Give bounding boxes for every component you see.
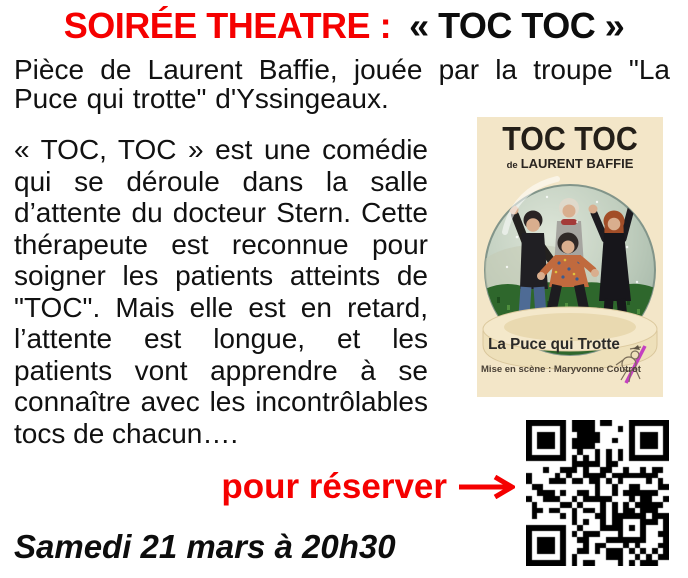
qr-code <box>526 420 669 566</box>
event-date: Samedi 21 mars à 20h30 <box>14 528 396 565</box>
poster-title: TOC TOC <box>502 120 638 157</box>
page-title-red: SOIRÉE THEATRE : <box>63 5 392 46</box>
poster-troupe-name: La Puce qui Trotte <box>488 336 620 353</box>
page-title <box>0 5 688 47</box>
page-title-black: « TOC TOC » <box>409 5 625 46</box>
reserve-label: pour réserver <box>221 467 447 506</box>
poster-direction-credit: Mise en scène : Maryvonne Coutrot <box>481 364 641 375</box>
intro-paragraph: Pièce de Laurent Baffie, jouée par la troupe "La Puce qui trotte" d'Yssingeaux. <box>14 54 670 114</box>
poster-author-line <box>477 156 663 171</box>
poster-author-name: LAURENT BAFFIE <box>520 156 634 171</box>
poster-author-prefix: de <box>506 160 518 171</box>
qr-code-canvas <box>526 420 669 566</box>
reserve-cta <box>221 464 515 510</box>
synopsis-paragraph: « TOC, TOC » est une comédie qui se déroule dans la salle d’attente du docteur Stern. Cette thérapeute est reconnue pour soigner les patients atteints de "TOC". Mais elle est en retard, l’attente est longue, et les patients vont apprendre à se connaître avec les incontrôlables tocs de chacun…. <box>14 134 428 449</box>
arrow-right-icon <box>457 475 515 499</box>
show-poster <box>477 117 663 397</box>
